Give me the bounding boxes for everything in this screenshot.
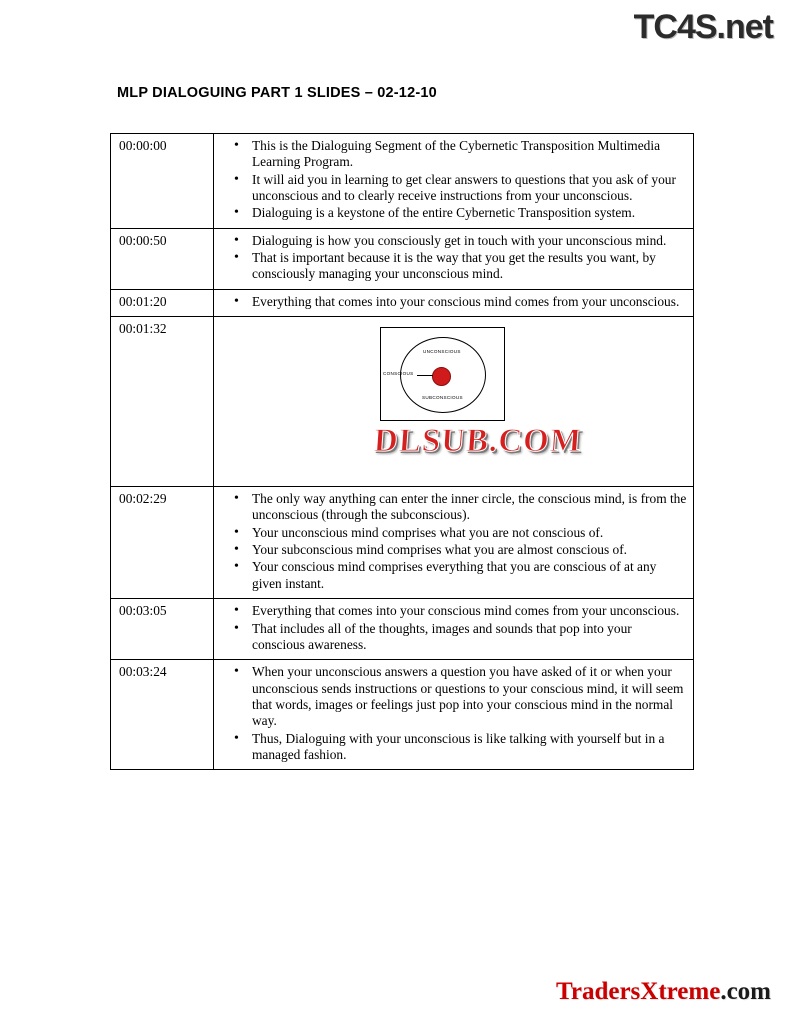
bottom-watermark <box>556 978 771 1006</box>
mind-model-diagram <box>222 321 687 481</box>
bullet-list <box>222 603 687 653</box>
list-item: • That is important because it is the way that you get the results you want, by consciously managing your unconscious mind. <box>240 250 687 283</box>
timecode-cell: 00:01:32 <box>111 317 214 487</box>
list-item: • Your subconscious mind comprises what you are almost conscious of. <box>240 542 687 558</box>
timecode-cell: 00:00:50 <box>111 228 214 289</box>
diagram-label-subconscious: SUBCONSCIOUS <box>422 395 463 401</box>
table-row <box>111 289 694 316</box>
center-watermark: DLSUB.COM <box>372 423 584 460</box>
table-row <box>111 228 694 289</box>
top-watermark: TC4S.net <box>633 8 773 46</box>
list-item: • Dialoguing is how you consciously get in touch with your unconscious mind. <box>240 233 687 249</box>
page-title: MLP DIALOGUING PART 1 SLIDES – 02-12-10 <box>117 85 437 101</box>
timecode-cell: 00:01:20 <box>111 289 214 316</box>
bullet-list <box>222 491 687 592</box>
slides-table <box>110 133 694 770</box>
diagram-label-conscious: CONSCIOUS <box>383 371 414 377</box>
bullet-list <box>222 664 687 763</box>
list-item: • That includes all of the thoughts, images and sounds that pop into your conscious awareness. <box>240 621 687 654</box>
list-item: • Everything that comes into your conscious mind comes from your unconscious. <box>240 294 687 310</box>
timecode-cell: 00:03:24 <box>111 660 214 770</box>
list-item: • The only way anything can enter the inner circle, the conscious mind, is from the unconscious (through the subconscious). <box>240 491 687 524</box>
table-row-diagram <box>111 317 694 487</box>
list-item: • Everything that comes into your conscious mind comes from your unconscious. <box>240 603 687 619</box>
list-item: • It will aid you in learning to get clear answers to questions that you ask of your unconscious and to clearly receive instructions from your unconscious. <box>240 172 687 205</box>
bullet-list <box>222 294 687 310</box>
timecode-cell: 00:02:29 <box>111 487 214 599</box>
diagram-conscious-dot <box>432 367 451 386</box>
content-cell <box>214 289 694 316</box>
list-item: • Your conscious mind comprises everything that you are conscious of at any given instant. <box>240 559 687 592</box>
table-row <box>111 134 694 229</box>
table-row <box>111 487 694 599</box>
table-row <box>111 660 694 770</box>
list-item: • When your unconscious answers a question you have asked of it or when your unconscious sends instructions or questions to your conscious mind, it will seem that words, images or feelings just pop into your conscious mind in the normal way. <box>240 664 687 729</box>
content-cell <box>214 487 694 599</box>
diagram-outer-box <box>380 327 505 421</box>
timecode-cell: 00:03:05 <box>111 599 214 660</box>
list-item: • Dialoguing is a keystone of the entire Cybernetic Transposition system. <box>240 205 687 221</box>
content-cell <box>214 228 694 289</box>
diagram-label-unconscious: UNCONSCIOUS <box>423 349 461 355</box>
diagram-cell <box>214 317 694 487</box>
timecode-cell: 00:00:00 <box>111 134 214 229</box>
bottom-watermark-tld: .com <box>720 978 771 1005</box>
list-item: • Your unconscious mind comprises what you are not conscious of. <box>240 525 687 541</box>
content-cell <box>214 599 694 660</box>
bullet-list <box>222 138 687 222</box>
table-row <box>111 599 694 660</box>
bottom-watermark-brand: TradersXtreme <box>556 978 721 1005</box>
content-cell <box>214 660 694 770</box>
content-cell <box>214 134 694 229</box>
list-item: • This is the Dialoguing Segment of the Cybernetic Transposition Multimedia Learning Program. <box>240 138 687 171</box>
diagram-leader-line <box>417 375 433 376</box>
bullet-list <box>222 233 687 283</box>
list-item: • Thus, Dialoguing with your unconscious is like talking with yourself but in a managed fashion. <box>240 731 687 764</box>
